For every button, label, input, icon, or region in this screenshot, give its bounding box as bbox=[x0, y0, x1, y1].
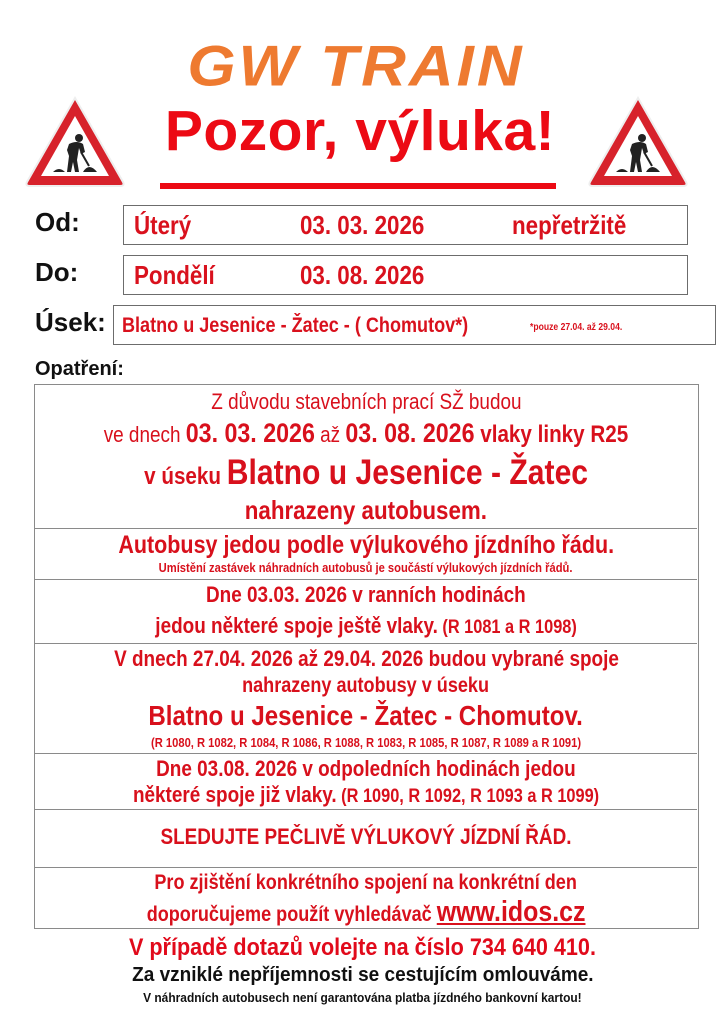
row2-line2: Umístění zastávek náhradních autobusů je součástí výlukových jízdních řádů. bbox=[159, 560, 573, 575]
row1-line3: v úseku Blatno u Jesenice - Žatec bbox=[144, 453, 588, 492]
road-works-warning-icon bbox=[23, 94, 127, 190]
row5-line1: Dne 03.08. 2026 v odpoledních hodinách jedou bbox=[156, 756, 576, 781]
row3-line1: Dne 03.03. 2026 v ranních hodinách bbox=[206, 582, 526, 607]
od-label: Od: bbox=[35, 207, 80, 237]
row5-line2: některé spoje již vlaky. (R 1090, R 1092, R 1093 a R 1099) bbox=[132, 782, 600, 807]
do-box bbox=[123, 255, 688, 295]
row2-line1: Autobusy jedou podle výlukového jízdního řádu. bbox=[118, 531, 614, 559]
measures-table bbox=[34, 384, 699, 929]
road-works-warning-icon bbox=[586, 94, 690, 190]
idos-link[interactable]: www.idos.cz bbox=[436, 896, 586, 928]
od-note: nepřetržitě bbox=[512, 210, 627, 240]
measure-row-7 bbox=[35, 868, 697, 928]
row1-line2: ve dnech 03. 03. 2026 až 03. 08. 2026 vlaky linky R25 bbox=[103, 418, 629, 448]
usek-value: Blatno u Jesenice - Žatec - ( Chomutov*) bbox=[122, 314, 469, 337]
row7-line1: Pro zjištění konkrétního spojení na konkrétní den bbox=[154, 871, 578, 894]
do-label: Do: bbox=[35, 257, 79, 287]
od-date: 03. 03. 2026 bbox=[300, 210, 425, 240]
row1-line4: nahrazeny autobusem. bbox=[244, 495, 488, 525]
measure-row-5 bbox=[35, 754, 697, 810]
row1-line1: Z důvodu stavebních prací SŽ budou bbox=[210, 389, 522, 414]
payment-note-text: V náhradních autobusech není garantována platba jízdného bankovní kartou! bbox=[143, 990, 582, 1005]
logo-text: GW TRAIN bbox=[187, 36, 525, 98]
measure-row-6 bbox=[35, 810, 697, 868]
row6-warning: SLEDUJTE PEČLIVĚ VÝLUKOVÝ JÍZDNÍ ŘÁD. bbox=[160, 824, 572, 849]
row4-line3: Blatno u Jesenice - Žatec - Chomutov. bbox=[148, 700, 584, 731]
title-underline bbox=[160, 183, 556, 189]
od-day: Úterý bbox=[134, 210, 192, 240]
do-date: 03. 08. 2026 bbox=[300, 260, 425, 290]
measure-row-3 bbox=[35, 580, 697, 644]
od-box bbox=[123, 205, 688, 245]
measure-row-2 bbox=[35, 529, 697, 580]
gw-train-logo bbox=[160, 36, 552, 98]
page-title: Pozor, výluka! bbox=[164, 99, 556, 163]
usek-box bbox=[113, 305, 716, 345]
measure-row-1 bbox=[35, 385, 697, 529]
row3-line2: jedou některé spoje ještě vlaky. (R 1081 a R 1098) bbox=[155, 613, 577, 638]
do-day: Pondělí bbox=[134, 260, 215, 290]
row4-line2: nahrazeny autobusy v úseku bbox=[242, 674, 490, 697]
measure-row-4 bbox=[35, 644, 697, 754]
row4-line4: (R 1080, R 1082, R 1084, R 1086, R 1088, R 1083, R 1085, R 1087, R 1089 a R 1091) bbox=[150, 735, 582, 750]
row4-line1: V dnech 27.04. 2026 až 29.04. 2026 budou vybrané spoje bbox=[113, 646, 619, 671]
usek-label: Úsek: bbox=[35, 307, 106, 337]
opatreni-label: Opatření: bbox=[35, 358, 124, 380]
usek-footnote: *pouze 27.04. až 29.04. bbox=[530, 322, 623, 333]
apology-text: Za vzniklé nepříjemnosti se cestujícím omlouváme. bbox=[131, 964, 594, 986]
contact-phone-text: V případě dotazů volejte na číslo 734 640 410. bbox=[128, 934, 596, 961]
row7-line2: doporučujeme použít vyhledávač www.idos.cz bbox=[146, 896, 586, 928]
